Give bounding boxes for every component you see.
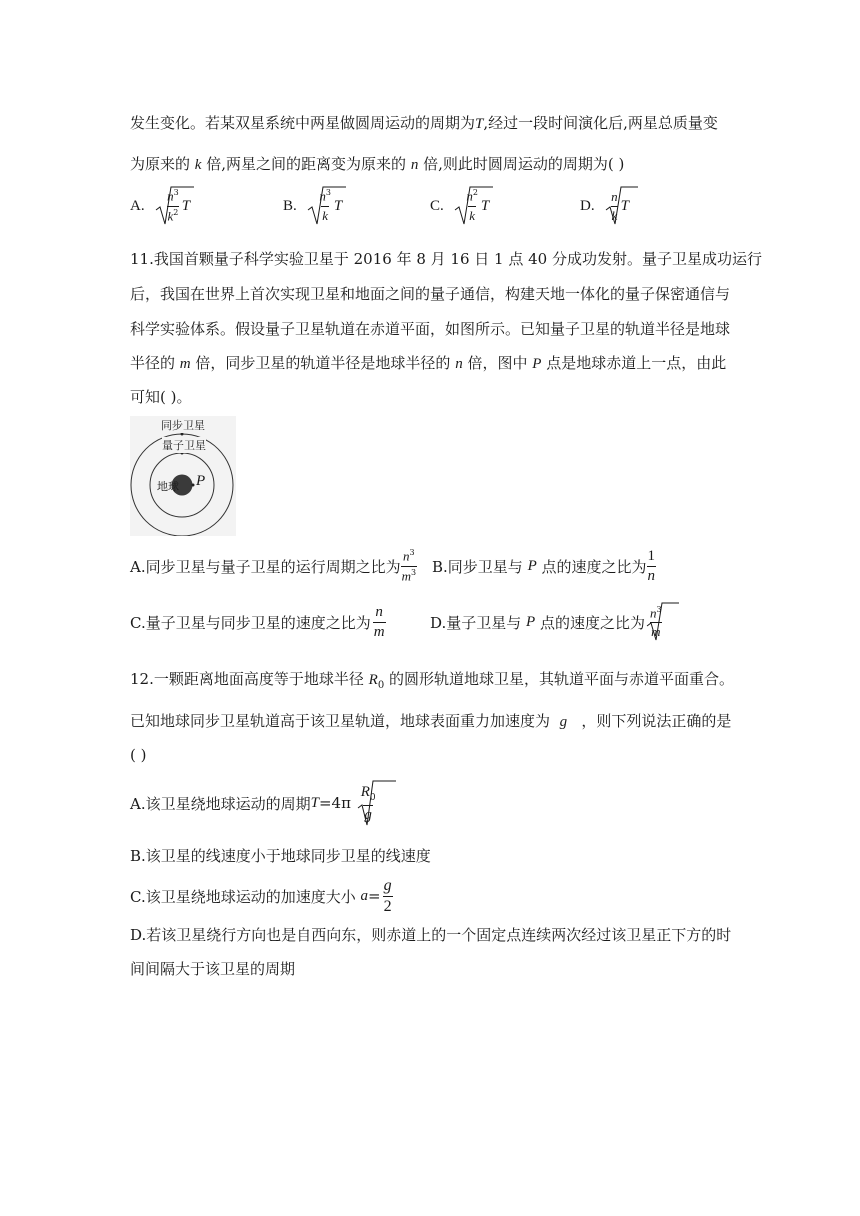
a-symbol: a — [360, 887, 368, 904]
q11-text: 半径的 — [130, 354, 176, 372]
option-label: D. — [580, 197, 595, 214]
q12-line-3: ( ) — [130, 746, 147, 764]
q10-option-b[interactable] — [283, 184, 342, 228]
q12-text: 已知地球同步卫星轨道高于该卫星轨道，地球表面重力加速度为 — [130, 712, 551, 730]
fraction — [610, 190, 619, 223]
q12-option-b[interactable]: B.该卫星的线速度小于地球同步卫星的线速度 — [130, 847, 431, 865]
frac-num: n — [319, 188, 326, 204]
frac-den: g — [364, 806, 372, 823]
option-text: 点的速度之比为 — [541, 557, 647, 576]
subscript: 0 — [377, 680, 385, 691]
q11-option-b[interactable] — [432, 546, 656, 586]
q12-option-d-line-2: 间间隔大于该卫星的周期 — [130, 960, 296, 978]
frac-den: m — [401, 567, 411, 583]
option-text: C.该卫星绕地球运动的加速度大小 — [130, 887, 356, 906]
fraction — [465, 189, 479, 222]
option-text: A.该卫星绕地球运动的周期 — [130, 794, 311, 813]
q11-line-5: 可知( )。 — [130, 388, 192, 406]
option-label: B. — [283, 197, 297, 214]
q10-text: 为原来的 — [130, 155, 191, 173]
frac-num: R — [360, 783, 370, 800]
frac-den: k — [322, 207, 328, 223]
fraction — [318, 189, 332, 222]
q10-option-a[interactable] — [130, 184, 190, 228]
k-symbol: k — [194, 157, 202, 173]
period-symbol: T — [333, 197, 343, 214]
orbit-diagram — [130, 416, 236, 536]
period-symbol: T — [620, 197, 629, 214]
fraction — [649, 606, 663, 638]
q12-option-a[interactable] — [130, 778, 377, 828]
fraction — [383, 878, 393, 915]
fraction — [360, 784, 377, 823]
q11-option-d[interactable] — [430, 600, 663, 644]
frac-num: n — [466, 188, 473, 204]
frac-num: g — [383, 876, 392, 894]
q10-line-1 — [130, 112, 718, 133]
q10-option-d[interactable] — [580, 184, 629, 228]
q10-option-c[interactable] — [430, 184, 489, 228]
exponent: 3 — [656, 604, 662, 614]
orbit-figure — [130, 416, 236, 536]
q12-text: 12.一颗距离地面高度等于地球半径 — [130, 670, 364, 688]
exponent: 3 — [409, 548, 415, 558]
period-symbol: T — [480, 197, 490, 214]
frac-num: 1 — [647, 547, 656, 564]
q11-line-4 — [130, 352, 726, 373]
q12-line-1 — [130, 668, 734, 691]
q12-option-d-line-1[interactable]: D.若该卫星绕行方向也是自西向东，则赤道上的一个固定点连续两次经过该卫星正下方的时 — [130, 926, 732, 944]
fraction — [166, 189, 180, 223]
option-text: =4π — [318, 794, 351, 812]
exponent: 3 — [325, 188, 331, 198]
option-text: 点的速度之比为 — [540, 613, 646, 632]
point-p — [192, 484, 195, 487]
p-symbol: P — [532, 356, 542, 372]
frac-den: m — [373, 623, 385, 640]
q10-text: 倍,两星之间的距离变为原来的 — [206, 155, 407, 173]
q11-line-1: 11.我国首颗量子科学实验卫星于 2016 年 8 月 16 日 1 点 40 分成功发射。量子卫星成功运行 — [130, 250, 762, 268]
option-text: A.同步卫星与量子卫星的运行周期之比为 — [130, 557, 401, 576]
frac-num: n — [375, 603, 383, 620]
frac-num: n — [403, 548, 410, 564]
exponent: 3 — [173, 188, 179, 198]
fraction — [401, 549, 417, 583]
q11-text: 倍，图中 — [467, 354, 528, 372]
m-symbol: m — [179, 356, 191, 372]
q10-text: 发生变化。若某双星系统中两星做圆周运动的周期为 — [130, 114, 476, 132]
frac-den: m — [651, 624, 661, 640]
q11-option-c[interactable] — [130, 602, 386, 642]
q11-line-3: 科学实验体系。假设量子卫星轨道在赤道平面，如图所示。已知量子卫星的轨道半径是地球 — [130, 320, 731, 338]
q10-line-2 — [130, 153, 624, 174]
q11-text: 点是地球赤道上一点，由此 — [546, 354, 727, 372]
frac-den: 2 — [383, 897, 392, 915]
fraction — [647, 549, 657, 584]
q12-text: ，则下列说法正确的是 — [581, 712, 732, 730]
fraction — [373, 605, 386, 640]
q11-option-a[interactable] — [130, 546, 417, 586]
option-text: C.量子卫星与同步卫星的速度之比为 — [130, 613, 371, 632]
q10-text: ,经过一段时间演化后,两星总质量变 — [483, 114, 718, 132]
period-symbol: T — [181, 197, 191, 214]
n-symbol: n — [410, 157, 419, 173]
p-symbol: P — [527, 557, 537, 574]
option-label: A. — [130, 197, 145, 214]
exponent: 2 — [472, 188, 478, 198]
q10-text: 倍,则此时圆周运动的周期为( ) — [423, 155, 625, 173]
point-p-label: P — [196, 473, 206, 489]
frac-num: n — [167, 188, 174, 204]
exponent: 3 — [411, 567, 417, 577]
exponent: 2 — [173, 207, 179, 217]
period-symbol: T — [310, 794, 319, 811]
frac-den: n — [647, 567, 656, 584]
period-symbol: T — [475, 116, 484, 132]
subscript: 0 — [369, 792, 376, 803]
frac-den: k — [167, 207, 174, 223]
option-text: = — [368, 887, 381, 905]
option-text: D.量子卫星与 — [430, 613, 522, 632]
sync-satellite-label: 同步卫星 — [161, 419, 205, 432]
option-text: B.同步卫星与 — [432, 557, 523, 576]
r0-symbol: R — [368, 672, 378, 688]
n-symbol: n — [455, 356, 463, 372]
q11-text: 倍，同步卫星的轨道半径是地球半径的 — [195, 354, 451, 372]
q12-text: 的圆形轨道地球卫星，其轨道平面与赤道平面重合。 — [388, 670, 734, 688]
p-symbol: P — [526, 613, 536, 630]
frac-num: n — [650, 605, 657, 621]
frac-num: n — [611, 188, 618, 204]
q11-line-2: 后，我国在世界上首次实现卫星和地面之间的量子通信，构建天地一体化的量子保密通信与 — [130, 285, 731, 303]
frac-den: k — [469, 207, 475, 223]
q12-option-c[interactable] — [130, 874, 393, 918]
frac-den: k — [611, 207, 618, 223]
quantum-satellite-label: 量子卫星 — [162, 439, 206, 452]
option-label: C. — [430, 197, 444, 214]
q12-line-2 — [130, 710, 731, 731]
g-symbol: g — [559, 714, 568, 730]
earth-label: 地球 — [157, 480, 179, 493]
